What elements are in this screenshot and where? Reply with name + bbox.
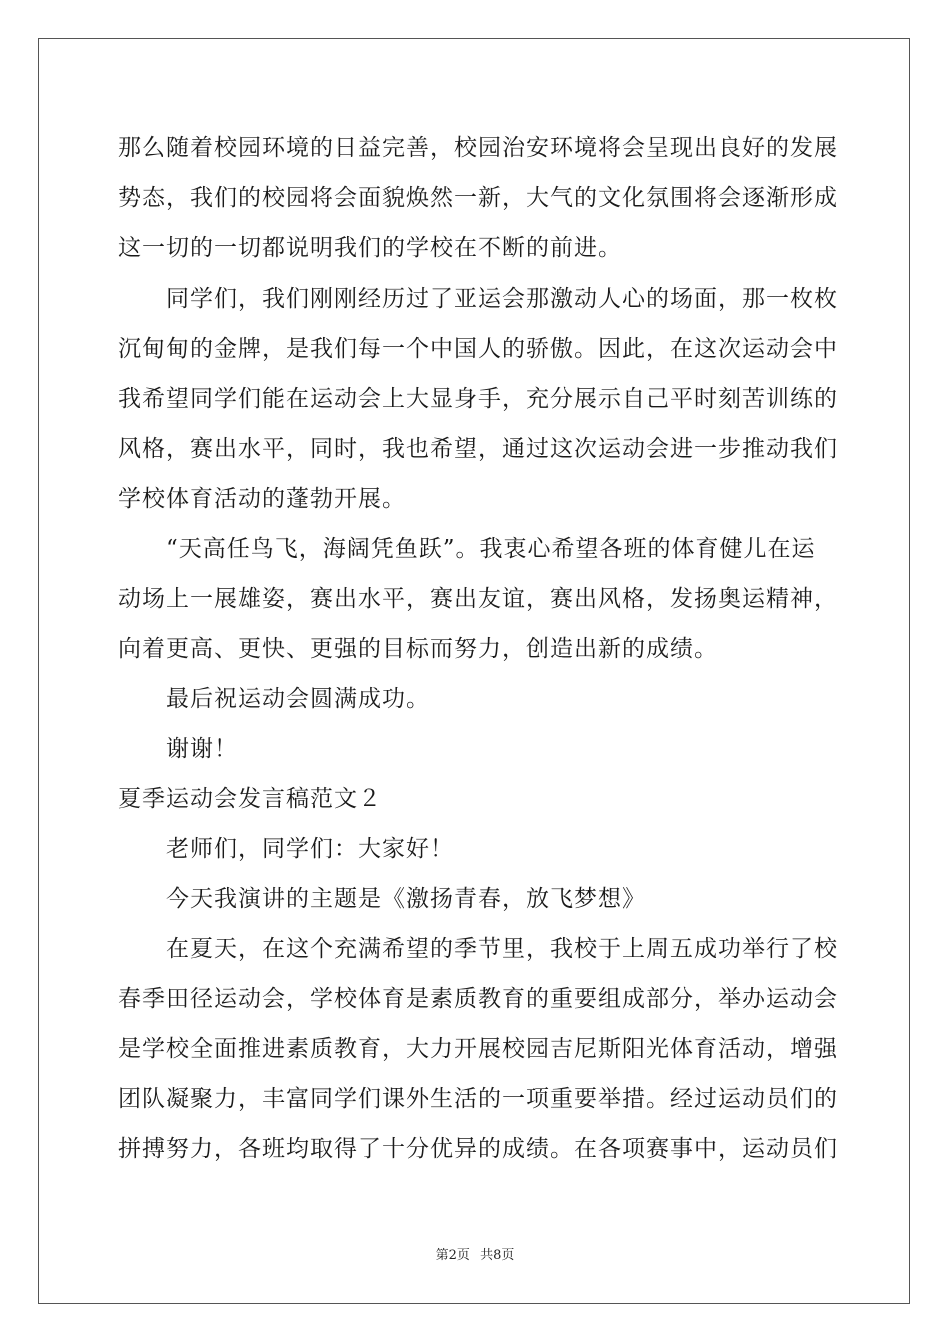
text-line: 这一切的一切都说明我们的学校在不断的前进。	[118, 235, 622, 261]
text-line: 春季田径运动会，学校体育是素质教育的重要组成部分，举办运动会	[118, 986, 838, 1012]
text-line: “天高任鸟飞，海阔凭鱼跃”。我衷心希望各班的体育健儿在运	[118, 536, 816, 562]
text-line: 那么随着校园环境的日益完善，校园治安环境将会呈现出良好的发展	[118, 135, 838, 161]
text-line: 同学们，我们刚刚经历过了亚运会那激动人心的场面，那一枚枚	[118, 286, 838, 312]
text-line: 老师们，同学们：大家好！	[118, 836, 454, 862]
text-line: 动场上一展雄姿，赛出水平，赛出友谊，赛出风格，发扬奥运精神，	[118, 586, 838, 612]
text-line: 风格，赛出水平，同时，我也希望，通过这次运动会进一步推动我们	[118, 436, 838, 462]
text-line: 谢谢！	[118, 736, 238, 762]
text-line: 沉甸甸的金牌，是我们每一个中国人的骄傲。因此，在这次运动会中	[118, 336, 838, 362]
page-number: 第2页	[435, 1248, 470, 1263]
text-line: 向着更高、更快、更强的目标而努力，创造出新的成绩。	[118, 636, 718, 662]
page-frame	[38, 38, 910, 1304]
text-line: 今天我演讲的主题是《激扬青春，放飞梦想》	[118, 886, 646, 912]
text-line: 是学校全面推进素质教育，大力开展校园吉尼斯阳光体育活动，增强	[118, 1036, 838, 1062]
page-total: 共8页	[480, 1248, 515, 1263]
text-line: 学校体育活动的蓬勃开展。	[118, 486, 406, 512]
section-heading: 夏季运动会发言稿范文２	[118, 786, 382, 812]
text-line: 拼搏努力，各班均取得了十分优异的成绩。在各项赛事中，运动员们	[118, 1136, 838, 1162]
text-line: 势态，我们的校园将会面貌焕然一新，大气的文化氛围将会逐渐形成	[118, 185, 838, 211]
text-line: 我希望同学们能在运动会上大显身手，充分展示自己平时刻苦训练的	[118, 386, 838, 412]
text-line: 最后祝运动会圆满成功。	[118, 686, 430, 712]
text-line: 在夏天，在这个充满希望的季节里，我校于上周五成功举行了校	[118, 936, 838, 962]
text-line: 团队凝聚力，丰富同学们课外生活的一项重要举措。经过运动员们的	[118, 1086, 838, 1112]
page-footer	[0, 1248, 950, 1264]
